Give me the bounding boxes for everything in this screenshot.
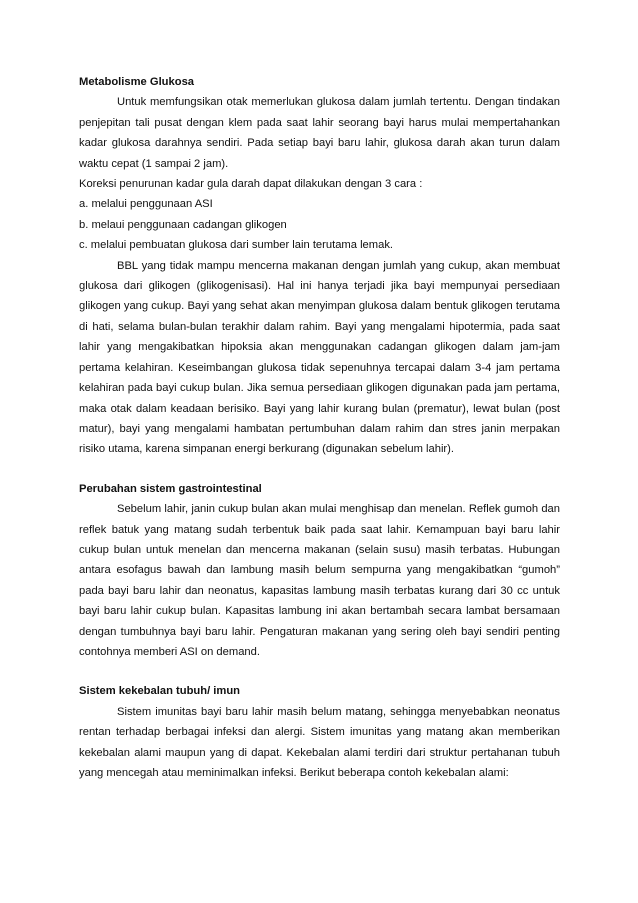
section-heading-gastrointestinal: Perubahan sistem gastrointestinal — [79, 482, 262, 495]
paragraph-koreksi-intro: Koreksi penurunan kadar gula darah dapat dilakukan dengan 3 cara : — [79, 178, 423, 191]
list-item: b. melaui penggunaan cadangan glikogen — [79, 218, 287, 231]
document-page — [79, 72, 560, 783]
section-spacer — [79, 662, 560, 681]
paragraph-glukosa-intro: Untuk memfungsikan otak memerlukan glukosa dalam jumlah tertentu. Dengan tindakan penjepitan tali pusat dengan klem pada saat lahir seorang bayi harus mulai mempertahankan kadar glukosa darahnya sendiri. Pada setiap bayi baru lahir, glukosa darah akan turun dalam waktu cepat (1 sampai 2 jam). — [79, 96, 560, 170]
section-heading-metabolisme-glukosa: Metabolisme Glukosa — [79, 76, 195, 88]
section-spacer — [79, 460, 560, 479]
paragraph-glikogen: BBL yang tidak mampu mencerna makanan dengan jumlah yang cukup, akan membuat glukosa dari glikogen (glikogenisasi). Hal ini hanya terjadi jika bayi mempunyai persediaan glikogen yang cukup. Bayi yang sehat akan menyimpan glukosa dalam bentuk glikogen terutama di hati, selama bulan-bulan terakhir dalam rahim. Bayi yang mengalami hipotermia, pada saat lahir yang mengakibatkan hipoksia akan menggunakan cadangan glikogen dalam jam-jam pertama kelahiran. Keseimbangan glukosa tidak sepenuhnya tercapai dalam 3-4 jam pertama kelahiran pada bayi cukup bulan. Jika semua persediaan glikogen digunakan pada jam pertama, maka otak dalam keadaan berisiko. Bayi yang lahir kurang bulan (prematur), lewat bulan (post matur), bayi yang mengalami hambatan pertumbuhan dalam rahim dan stres janin merpakan risiko utama, karena simpanan energi berkurang (digunakan sebelum lahir). — [79, 259, 560, 456]
list-item: a. melalui penggunaan ASI — [79, 198, 213, 211]
list-item: c. melalui pembuatan glukosa dari sumber lain terutama lemak. — [79, 239, 394, 252]
paragraph-gastrointestinal: Sebelum lahir, janin cukup bulan akan mulai menghisap dan menelan. Reflek gumoh dan reflek batuk yang matang sudah terbentuk baik pada saat lahir. Kemampuan bayi baru lahir cukup bulan untuk menelan dan mencerna makanan (selain susu) masih terbatas. Hubungan antara esofagus bawah dan lambung masih belum sempurna yang mengakibatkan “gumoh” pada bayi baru lahir dan neonatus, kapasitas lambung masih terbatas kurang dari 30 cc untuk bayi baru lahir cukup bulan. Kapasitas lambung ini akan bertambah secara lambat bersamaan dengan tumbuhnya bayi baru lahir. Pengaturan makanan yang sering oleh bayi sendiri penting contohnya memberi ASI on demand. — [79, 503, 560, 658]
section-heading-imun: Sistem kekebalan tubuh/ imun — [79, 685, 241, 698]
paragraph-imun: Sistem imunitas bayi baru lahir masih belum matang, sehingga menyebabkan neonatus rentan terhadap berbagai infeksi dan alergi. Sistem imunitas yang matang akan memberikan kekebalan alami maupun yang di dapat. Kekebalan alami terdiri dari struktur pertahanan tubuh yang mencegah atau meminimalkan infeksi. Berikut beberapa contoh kekebalan alami: — [79, 705, 560, 779]
